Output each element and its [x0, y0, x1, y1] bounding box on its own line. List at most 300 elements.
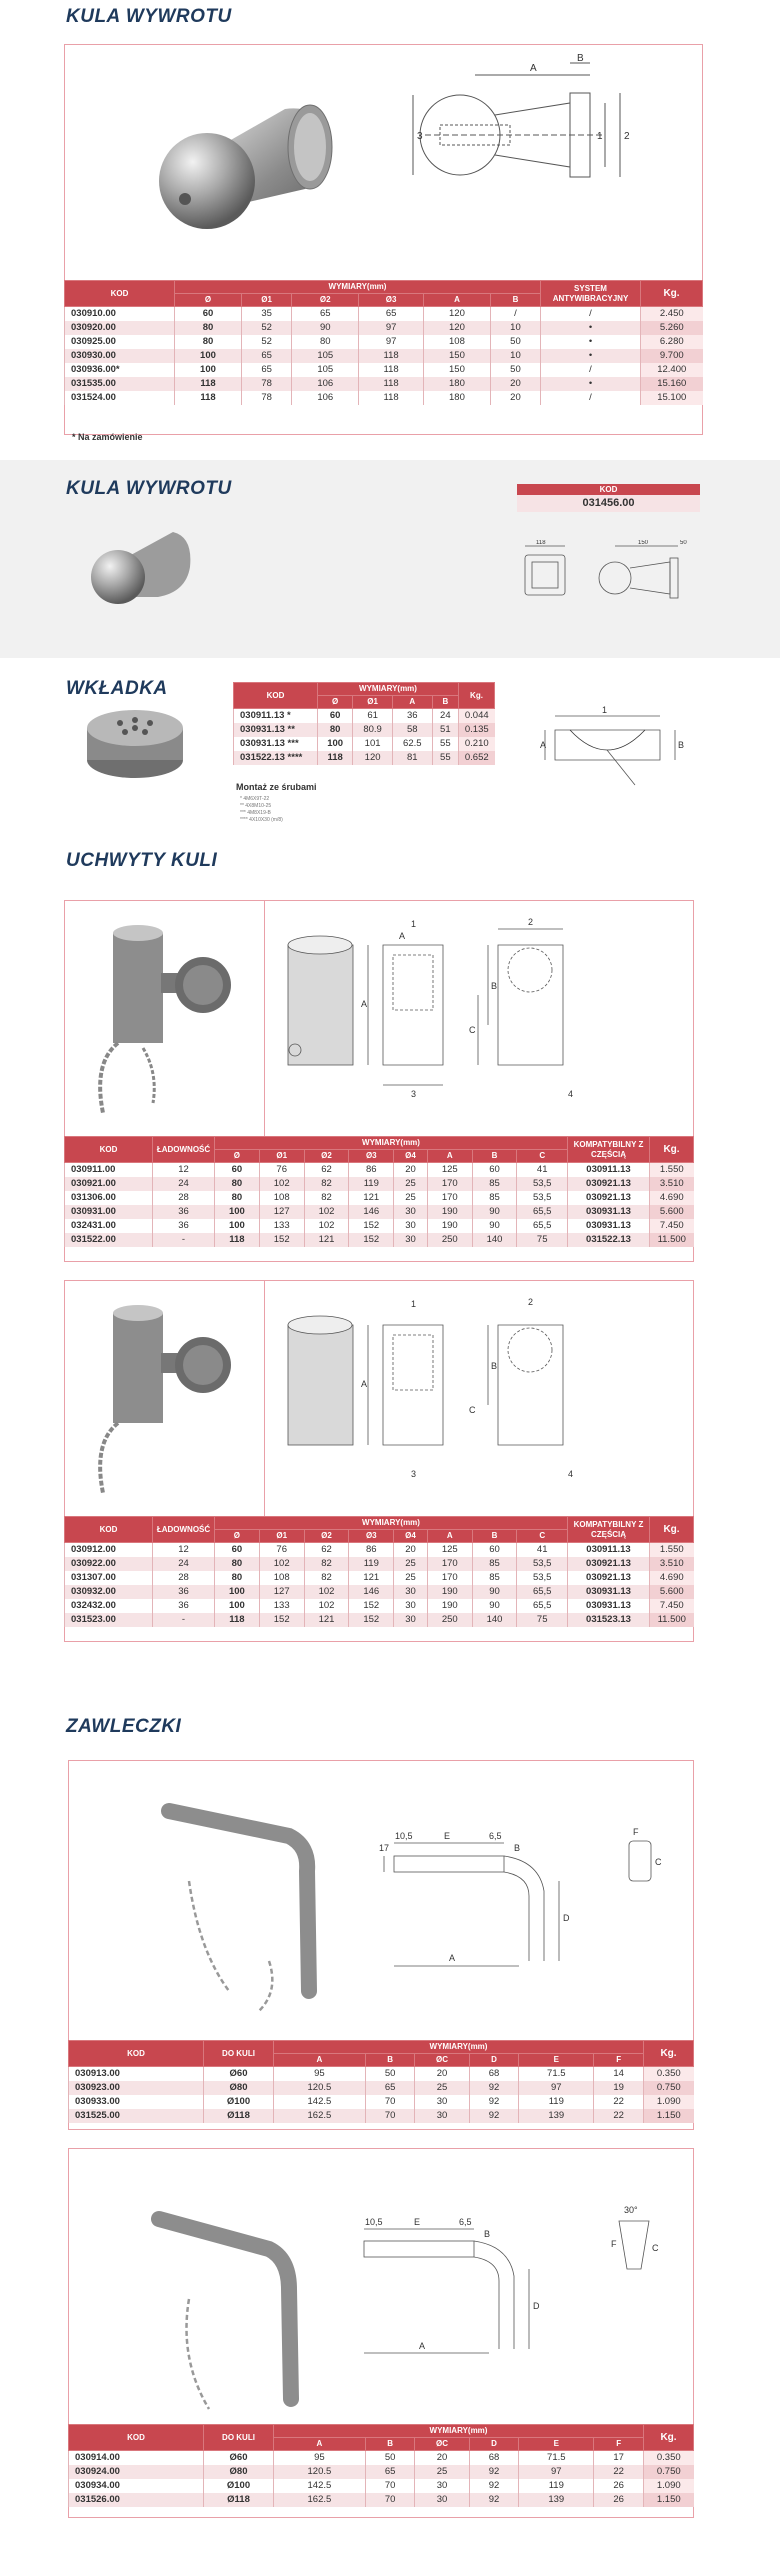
- cell-b: /: [490, 307, 540, 322]
- cell-kg: 6.280: [641, 335, 703, 349]
- wk-dim-b: B: [678, 740, 685, 750]
- cell-b: 90: [472, 1205, 517, 1219]
- cell-b: 90: [472, 1585, 517, 1599]
- cell-d2: 102: [304, 1585, 349, 1599]
- cell-d2: 121: [304, 1613, 349, 1627]
- cell-b: 65: [365, 2465, 415, 2479]
- cell-sys: •: [541, 349, 641, 363]
- cell-kg: 0.135: [459, 723, 495, 737]
- cell-kod: 031522.00: [65, 1233, 153, 1247]
- cell-kod: 031535.00: [65, 377, 175, 391]
- cell-b: 60: [472, 1163, 517, 1178]
- cell-lad: 36: [153, 1205, 215, 1219]
- cell-d2: 102: [304, 1219, 349, 1233]
- cell-a: 95: [274, 2451, 366, 2466]
- col-d3: Ø3: [359, 294, 424, 307]
- cell-e: 71.5: [519, 2067, 594, 2082]
- col-kg: Kg.: [641, 281, 703, 307]
- zw2-dim-e: E: [414, 2217, 421, 2227]
- legend-line: **** 4X10X30 (m/8): [240, 817, 283, 823]
- cell-d1: 76: [259, 1543, 304, 1558]
- table-row: [65, 1585, 694, 1599]
- cell-d3: 118: [359, 363, 424, 377]
- dim-label-1: 1: [597, 131, 603, 142]
- cell-d4: 20: [394, 1163, 428, 1178]
- cell-a: 120: [423, 321, 490, 335]
- col-d2: Ø2: [292, 294, 359, 307]
- cell-sys: •: [541, 335, 641, 349]
- cell-d1: 127: [259, 1205, 304, 1219]
- cell-kg: 9.700: [641, 349, 703, 363]
- montaz-label: Montaż ze śrubami: [236, 782, 317, 792]
- cell-kod: 031307.00: [65, 1571, 153, 1585]
- uh2-dim-1: 1: [411, 1299, 417, 1309]
- zw-col-d: D: [469, 2054, 519, 2067]
- cell-kod: 030923.00: [69, 2081, 204, 2095]
- cell-kula: Ø118: [204, 2493, 274, 2507]
- cell-d2: 105: [292, 363, 359, 377]
- uh2-dim-3: 3: [411, 1469, 417, 1479]
- cell-kg: 0.210: [459, 737, 495, 751]
- cell-kg: 5.600: [650, 1585, 694, 1599]
- cell-d2: 106: [292, 377, 359, 391]
- cell-d: 68: [469, 2067, 519, 2082]
- cell-kg: 1.550: [650, 1163, 694, 1178]
- table-row: [65, 335, 703, 349]
- ball-holder-2-photo: [73, 1293, 253, 1513]
- cell-d2: 106: [292, 391, 359, 405]
- cell-kod: 030910.00: [65, 307, 175, 322]
- cell-komp: 030931.13: [568, 1205, 650, 1219]
- cell-kula: Ø118: [204, 2109, 274, 2123]
- cell-b: 10: [490, 349, 540, 363]
- cell-kg: 0.350: [644, 2067, 694, 2082]
- table-row: [65, 363, 703, 377]
- table-row: [65, 1571, 694, 1585]
- dim-label-a: A: [530, 63, 537, 74]
- table-row: [234, 709, 495, 724]
- zw-dim-b: B: [514, 1843, 521, 1853]
- kula2-dim-118: 118: [536, 540, 546, 546]
- cell-f: 14: [594, 2067, 644, 2082]
- cell-d: 92: [469, 2095, 519, 2109]
- zw2-col-f: F: [594, 2438, 644, 2451]
- cell-f: 17: [594, 2451, 644, 2466]
- uh2-col-c: C: [517, 1530, 568, 1543]
- cell-f: 22: [594, 2109, 644, 2123]
- section-title-kula-wywrotu: KULA WYWROTU: [66, 6, 232, 27]
- cell-b: 50: [365, 2451, 415, 2466]
- cell-kod: 031523.00: [65, 1613, 153, 1627]
- col-kod: KOD: [65, 281, 175, 307]
- cell-f: 22: [594, 2095, 644, 2109]
- uh-col-d2: Ø2: [304, 1150, 349, 1163]
- cell-a: 190: [427, 1585, 472, 1599]
- zw-dim-105: 10,5: [395, 1831, 413, 1841]
- cell-c: 75: [517, 1233, 568, 1247]
- cell-lad: 36: [153, 1599, 215, 1613]
- cell-a: 120: [423, 307, 490, 322]
- cell-d: 118: [175, 377, 242, 391]
- cell-komp: 030931.13: [568, 1219, 650, 1233]
- cell-e: 119: [519, 2095, 594, 2109]
- cell-kg: 0.750: [644, 2465, 694, 2479]
- cell-f: 26: [594, 2479, 644, 2493]
- section-title-kula-wywrotu-2: KULA WYWROTU: [66, 478, 232, 499]
- table-row: [65, 321, 703, 335]
- wk-dim-1: 1: [602, 705, 608, 715]
- cell-d2: 121: [304, 1233, 349, 1247]
- uh2-col-kg: Kg.: [650, 1517, 694, 1543]
- cell-d3: 86: [349, 1163, 394, 1178]
- cell-lad: -: [153, 1233, 215, 1247]
- cell-kg: 1.090: [644, 2095, 694, 2109]
- cell-lad: 24: [153, 1177, 215, 1191]
- cell-b: 24: [432, 709, 458, 724]
- table-row: [69, 2451, 694, 2466]
- cell-d: 118: [215, 1613, 260, 1627]
- cell-b: 55: [432, 751, 458, 765]
- uh-dim-a-section: A: [399, 931, 406, 941]
- uchwyty-table-1: [64, 1136, 694, 1247]
- cell-kod: 030911.13 *: [234, 709, 318, 724]
- table-row: [65, 307, 703, 322]
- cell-d1: 120: [353, 751, 393, 765]
- cell-kg: 3.510: [650, 1557, 694, 1571]
- zw-col-e: E: [519, 2054, 594, 2067]
- cell-d: 80: [175, 321, 242, 335]
- cell-kula: Ø80: [204, 2465, 274, 2479]
- cell-a: 190: [427, 1205, 472, 1219]
- zw-col-f: F: [594, 2054, 644, 2067]
- cell-lad: -: [153, 1613, 215, 1627]
- wk-col-kod: KOD: [234, 683, 318, 709]
- table-row: [65, 1205, 694, 1219]
- zw-col-kg: Kg.: [644, 2041, 694, 2067]
- cell-sys: /: [541, 363, 641, 377]
- cell-kod: 032432.00: [65, 1599, 153, 1613]
- cell-a: 170: [427, 1557, 472, 1571]
- zw-col-c: ØC: [415, 2054, 469, 2067]
- cell-kg: 0.652: [459, 751, 495, 765]
- cell-lad: 36: [153, 1219, 215, 1233]
- cell-b: 85: [472, 1557, 517, 1571]
- cell-kg: 4.690: [650, 1571, 694, 1585]
- cell-d: 118: [215, 1233, 260, 1247]
- cell-d2: 82: [304, 1191, 349, 1205]
- cell-b: 90: [472, 1219, 517, 1233]
- cell-d2: 82: [304, 1177, 349, 1191]
- cell-d2: 82: [304, 1557, 349, 1571]
- kula-2-kod-box: [517, 484, 700, 512]
- uh-col-c: C: [517, 1150, 568, 1163]
- cell-a: 108: [423, 335, 490, 349]
- cell-d3: 152: [349, 1613, 394, 1627]
- cell-c: 53,5: [517, 1191, 568, 1205]
- cell-d: 100: [175, 349, 242, 363]
- uh-col-ladownosc: ŁADOWNOŚĆ: [153, 1137, 215, 1163]
- cell-a: 180: [423, 377, 490, 391]
- uh-col-kod: KOD: [65, 1137, 153, 1163]
- cell-kod: 032431.00: [65, 1219, 153, 1233]
- zw2-dim-30deg: 30°: [624, 2205, 638, 2215]
- zawleczki-table-2: [68, 2424, 694, 2507]
- cell-b: 50: [490, 335, 540, 349]
- table-row: [69, 2479, 694, 2493]
- cell-lad: 24: [153, 1557, 215, 1571]
- table-row: [65, 1191, 694, 1205]
- cell-d3: 118: [359, 349, 424, 363]
- uh-col-b: B: [472, 1150, 517, 1163]
- table-row: [65, 1613, 694, 1627]
- cell-d: 60: [215, 1163, 260, 1178]
- cell-d1: 152: [259, 1613, 304, 1627]
- cell-c: 65,5: [517, 1585, 568, 1599]
- cell-c: 65,5: [517, 1599, 568, 1613]
- cell-d3: 152: [349, 1219, 394, 1233]
- cell-b: 90: [472, 1599, 517, 1613]
- table-row: [65, 1233, 694, 1247]
- montaz-legend: [240, 796, 283, 824]
- col-system: SYSTEM ANTYWIBRACYJNY: [541, 281, 641, 307]
- cell-d: 80: [215, 1571, 260, 1585]
- uh-col-a: A: [427, 1150, 472, 1163]
- cell-d1: 76: [259, 1163, 304, 1178]
- cell-d: 80: [318, 723, 353, 737]
- cell-komp: 030921.13: [568, 1557, 650, 1571]
- zw2-col-c: ØC: [415, 2438, 469, 2451]
- table-row: [65, 1543, 694, 1558]
- cell-lad: 36: [153, 1585, 215, 1599]
- cell-d1: 102: [259, 1557, 304, 1571]
- table-row: [234, 737, 495, 751]
- cell-e: 139: [519, 2109, 594, 2123]
- wk-col-wymiary: WYMIARY(mm): [318, 683, 459, 696]
- cell-d: 100: [175, 363, 242, 377]
- cell-d: 60: [215, 1543, 260, 1558]
- cell-c: 30: [415, 2479, 469, 2493]
- cell-d: 100: [215, 1205, 260, 1219]
- cell-kg: 3.510: [650, 1177, 694, 1191]
- cell-d3: 121: [349, 1571, 394, 1585]
- cell-komp: 031522.13: [568, 1233, 650, 1247]
- cell-d4: 30: [394, 1233, 428, 1247]
- cell-c: 30: [415, 2095, 469, 2109]
- cell-d3: 146: [349, 1585, 394, 1599]
- table-row: [69, 2109, 694, 2123]
- cell-kod: 031526.00: [69, 2493, 204, 2507]
- cell-kula: Ø60: [204, 2067, 274, 2082]
- wkladka-table: [233, 682, 495, 765]
- cell-kula: Ø60: [204, 2451, 274, 2466]
- uh-col-wymiary: WYMIARY(mm): [215, 1137, 568, 1150]
- cell-d: 92: [469, 2493, 519, 2507]
- cell-a: 250: [427, 1613, 472, 1627]
- cell-c: 41: [517, 1163, 568, 1178]
- cell-e: 97: [519, 2081, 594, 2095]
- cell-d3: 152: [349, 1233, 394, 1247]
- cell-a: 162.5: [274, 2109, 366, 2123]
- zw-dim-d: D: [563, 1913, 570, 1923]
- cell-d2: 90: [292, 321, 359, 335]
- cell-d: 118: [175, 391, 242, 405]
- cell-c: 75: [517, 1613, 568, 1627]
- tow-ball-2-drawing: [520, 540, 710, 610]
- cell-kod: 030932.00: [65, 1585, 153, 1599]
- uh2-col-a: A: [427, 1530, 472, 1543]
- uh2-col-d2: Ø2: [304, 1530, 349, 1543]
- cell-kula: Ø80: [204, 2081, 274, 2095]
- pin-2-drawing: [349, 2199, 679, 2359]
- cell-d1: 101: [353, 737, 393, 751]
- cell-a: 62.5: [392, 737, 432, 751]
- section-title-zawleczki: ZAWLECZKI: [66, 1716, 182, 1737]
- cell-kg: 2.450: [641, 307, 703, 322]
- cell-b: 70: [365, 2493, 415, 2507]
- pin-photo: [159, 1791, 379, 2021]
- uchwyty-table-2: [64, 1516, 694, 1627]
- cell-kg: 15.160: [641, 377, 703, 391]
- cell-a: 142.5: [274, 2095, 366, 2109]
- cell-d3: 86: [349, 1543, 394, 1558]
- cell-kg: 5.260: [641, 321, 703, 335]
- uh-col-d: Ø: [215, 1150, 260, 1163]
- cell-d1: 78: [241, 391, 291, 405]
- cell-d: 68: [469, 2451, 519, 2466]
- cell-d: 60: [318, 709, 353, 724]
- cell-kg: 0.750: [644, 2081, 694, 2095]
- cell-b: 20: [490, 377, 540, 391]
- cell-d1: 152: [259, 1233, 304, 1247]
- cell-d3: 118: [359, 391, 424, 405]
- cell-kod: 030925.00: [65, 335, 175, 349]
- legend-line: ** 4X8M10-25: [240, 803, 272, 809]
- cell-kod: 030921.00: [65, 1177, 153, 1191]
- cell-kg: 11.500: [650, 1613, 694, 1627]
- kula-wywrotu-table: [64, 280, 703, 405]
- cell-kod: 030931.13 ***: [234, 737, 318, 751]
- cell-a: 81: [392, 751, 432, 765]
- cell-d: 92: [469, 2479, 519, 2493]
- pin-2-photo: [149, 2199, 369, 2429]
- uh2-col-d1: Ø1: [259, 1530, 304, 1543]
- table-row: [65, 1163, 694, 1178]
- cell-a: 125: [427, 1543, 472, 1558]
- cell-d3: 97: [359, 335, 424, 349]
- zw2-dim-c: C: [652, 2243, 659, 2253]
- ball-holder-photo: [73, 913, 253, 1133]
- cell-d1: 78: [241, 377, 291, 391]
- table-row: [69, 2465, 694, 2479]
- zw2-col-kod: KOD: [69, 2425, 204, 2451]
- uh-col-d1: Ø1: [259, 1150, 304, 1163]
- cell-b: 70: [365, 2479, 415, 2493]
- ball-holder-2-drawing: [273, 1295, 683, 1505]
- cell-sys: /: [541, 307, 641, 322]
- cell-d1: 127: [259, 1585, 304, 1599]
- cell-sys: •: [541, 321, 641, 335]
- cell-b: 70: [365, 2095, 415, 2109]
- cell-a: 190: [427, 1219, 472, 1233]
- cell-f: 26: [594, 2493, 644, 2507]
- zw2-dim-b: B: [484, 2229, 491, 2239]
- cell-kod: 031522.13 ****: [234, 751, 318, 765]
- uh2-dim-c: C: [469, 1405, 476, 1415]
- cell-c: 25: [415, 2081, 469, 2095]
- cell-kod: 030931.00: [65, 1205, 153, 1219]
- cell-d: 100: [215, 1599, 260, 1613]
- cell-d: 80: [215, 1191, 260, 1205]
- cell-d3: 65: [359, 307, 424, 322]
- section-title-wkladka: WKŁADKA: [66, 678, 168, 699]
- dim-label-b: B: [577, 53, 584, 64]
- zawleczki-table-1: [68, 2040, 694, 2123]
- uh-col-d4: Ø4: [394, 1150, 428, 1163]
- cell-c: 53,5: [517, 1557, 568, 1571]
- uh-dim-1: 1: [411, 919, 417, 929]
- cell-a: 120.5: [274, 2465, 366, 2479]
- cell-c: 41: [517, 1543, 568, 1558]
- cell-kg: 11.500: [650, 1233, 694, 1247]
- col-b: B: [490, 294, 540, 307]
- uh2-col-b: B: [472, 1530, 517, 1543]
- table-row: [234, 751, 495, 765]
- cell-b: 51: [432, 723, 458, 737]
- cell-f: 22: [594, 2465, 644, 2479]
- cell-d1: 133: [259, 1219, 304, 1233]
- cell-a: 162.5: [274, 2493, 366, 2507]
- order-note: * Na zamówienie: [72, 432, 143, 442]
- cell-d4: 30: [394, 1205, 428, 1219]
- zw-dim-65: 6,5: [489, 1831, 502, 1841]
- cell-kg: 5.600: [650, 1205, 694, 1219]
- cell-kod: 030920.00: [65, 321, 175, 335]
- cell-d: 92: [469, 2109, 519, 2123]
- zw2-dim-a: A: [419, 2341, 426, 2351]
- cell-d3: 121: [349, 1191, 394, 1205]
- cell-b: 20: [490, 391, 540, 405]
- cell-d1: 61: [353, 709, 393, 724]
- cell-c: 25: [415, 2465, 469, 2479]
- zw-dim-17: 17: [379, 1843, 390, 1853]
- insert-photo: [80, 690, 190, 785]
- cell-lad: 12: [153, 1163, 215, 1178]
- cell-kod: 031524.00: [65, 391, 175, 405]
- uh-dim-c: C: [469, 1025, 476, 1035]
- cell-c: 53,5: [517, 1177, 568, 1191]
- uh2-col-d4: Ø4: [394, 1530, 428, 1543]
- section-title-uchwyty-kuli: UCHWYTY KULI: [66, 850, 218, 871]
- cell-d1: 133: [259, 1599, 304, 1613]
- uh2-col-wymiary: WYMIARY(mm): [215, 1517, 568, 1530]
- cell-b: 70: [365, 2109, 415, 2123]
- zw-dim-a: A: [449, 1953, 456, 1963]
- cell-d1: 52: [241, 321, 291, 335]
- cell-lad: 28: [153, 1191, 215, 1205]
- cell-kod: 031306.00: [65, 1191, 153, 1205]
- cell-kod: 030931.13 **: [234, 723, 318, 737]
- cell-d3: 119: [349, 1177, 394, 1191]
- cell-kg: 7.450: [650, 1219, 694, 1233]
- uh-col-d3: Ø3: [349, 1150, 394, 1163]
- tow-ball-photo: [145, 89, 345, 249]
- zw-col-kod: KOD: [69, 2041, 204, 2067]
- cell-kula: Ø100: [204, 2095, 274, 2109]
- wk-col-b: B: [432, 696, 458, 709]
- cell-lad: 28: [153, 1571, 215, 1585]
- zw-col-b: B: [365, 2054, 415, 2067]
- cell-b: 85: [472, 1571, 517, 1585]
